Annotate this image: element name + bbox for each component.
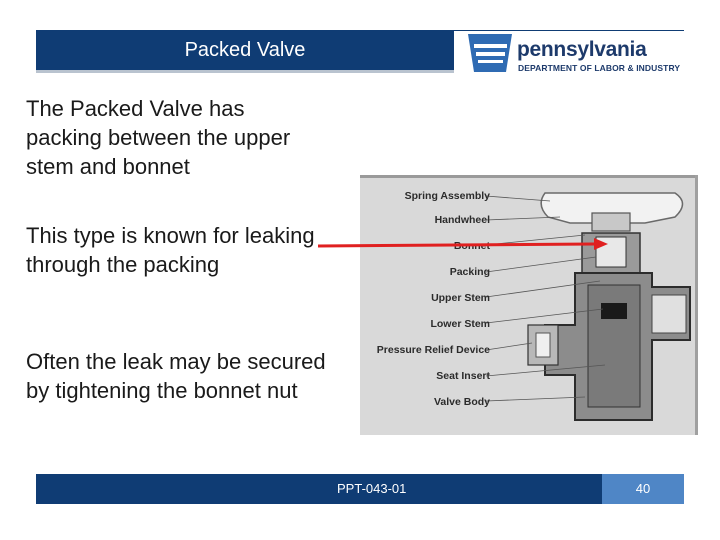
- label-lower-stem: Lower Stem: [430, 318, 490, 330]
- slide-title: Packed Valve: [184, 39, 306, 61]
- label-handwheel: Handwheel: [434, 214, 490, 226]
- logo-subtitle: DEPARTMENT OF LABOR & INDUSTRY: [518, 63, 681, 73]
- footer-code: PPT-043-01: [337, 481, 407, 496]
- paragraph-2: This type is known for leaking through the packing: [26, 223, 315, 277]
- label-seat-insert: Seat Insert: [436, 370, 490, 382]
- valve-diagram: [360, 175, 698, 435]
- label-spring-assembly: Spring Assembly: [404, 190, 490, 202]
- label-valve-body: Valve Body: [433, 396, 490, 408]
- footer-bar: [36, 474, 602, 504]
- label-packing: Packing: [449, 266, 490, 278]
- label-pressure-relief-device: Pressure Relief Device: [376, 344, 490, 356]
- red-arrow-icon: [318, 238, 608, 254]
- logo-name: pennsylvania: [517, 38, 647, 61]
- page-number: 40: [635, 481, 651, 496]
- valve-illustration-icon: [360, 175, 698, 435]
- paragraph-1: The Packed Valve has packing between the upper stem and bonnet: [26, 96, 291, 179]
- title-bar: [36, 30, 454, 73]
- label-upper-stem: Upper Stem: [431, 292, 490, 304]
- paragraph-3: Often the leak may be secured by tightening the bonnet nut: [26, 349, 326, 403]
